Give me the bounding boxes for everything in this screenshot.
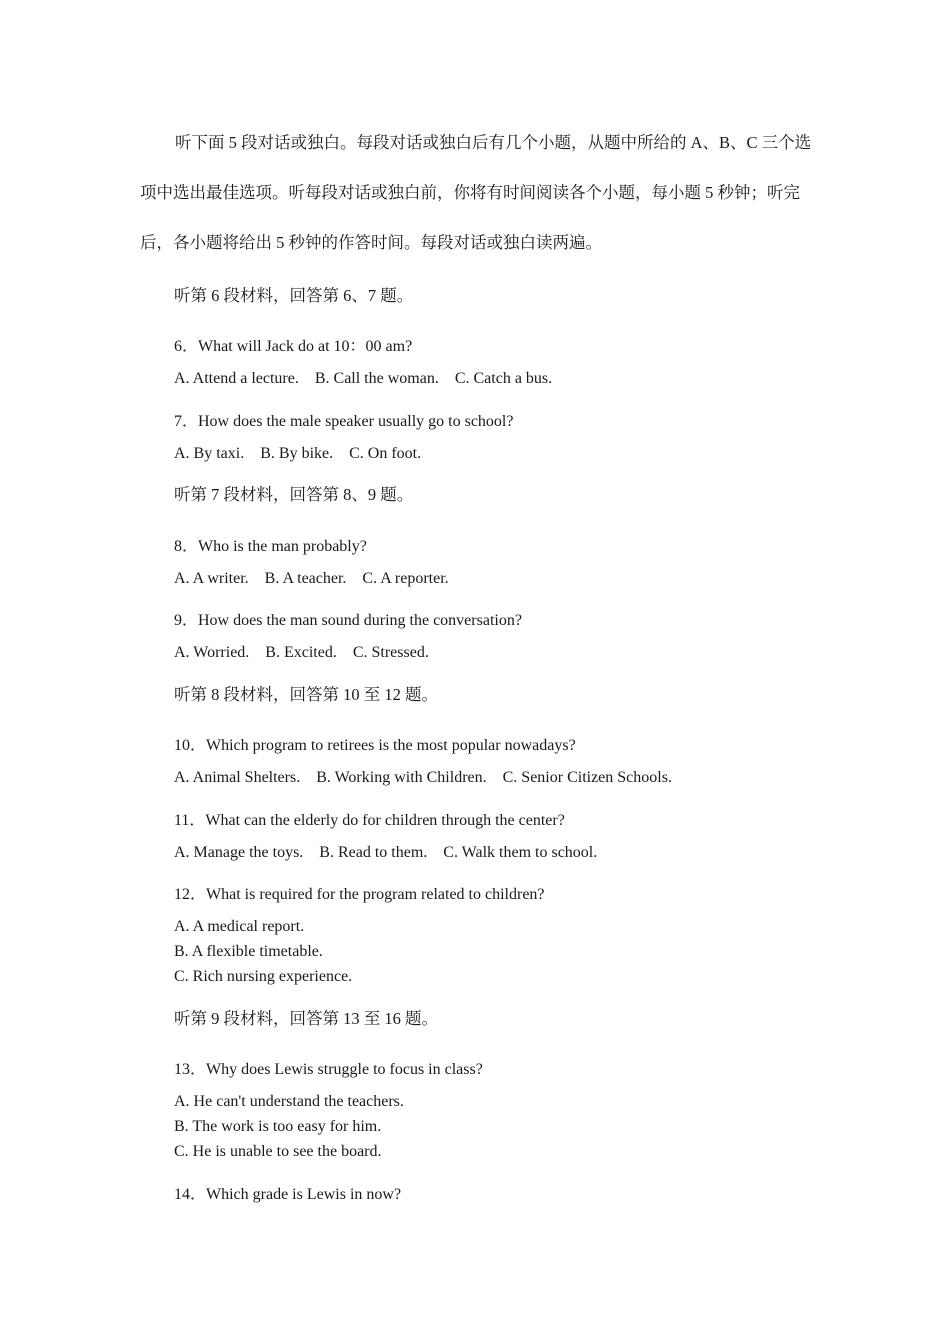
question-options: A. Attend a lecture. B. Call the woman. C. Catch a bus. [174,370,553,387]
section-heading: 听第 9 段材料，回答第 13 至 16 题。 [174,1009,438,1028]
question-stem: 8．Who is the man probably? [174,538,367,555]
instructions-paragraph: 听下面 5 段对话或独白。每段对话或独白后有几个小题，从题中所给的 A、B、C 三个选项中选出最佳选项。听每段对话或独白前，你将有时间阅读各个小题，每小题 5 秒钟；听完后，各小题将给出 5 秒钟的作答时间。每段对话或独白读两遍。 [140,133,812,252]
section-heading: 听第 8 段材料，回答第 10 至 12 题。 [174,685,438,704]
question-options: A. Manage the toys. B. Read to them. C. Walk them to school. [174,844,598,861]
question-stem: 10．Which program to retirees is the most popular nowadays? [174,737,576,754]
question-stem: 14．Which grade is Lewis in now? [174,1186,402,1203]
question-options: A. Animal Shelters. B. Working with Children. C. Senior Citizen Schools. [174,769,672,786]
section-heading: 听第 7 段材料，回答第 8、9 题。 [174,485,414,504]
section-heading: 听第 6 段材料，回答第 6、7 题。 [174,286,414,305]
question-stem: 12．What is required for the program related to children? [174,886,545,903]
question-options: A. Worried. B. Excited. C. Stressed. [174,644,429,661]
question-options: A. A writer. B. A teacher. C. A reporter. [174,570,449,587]
option-b: B. A flexible timetable. [174,943,323,960]
question-stem: 6．What will Jack do at 10：00 am? [174,338,413,355]
option-c: C. Rich nursing experience. [174,968,353,985]
option-a: A. He can't understand the teachers. [174,1093,404,1110]
question-options: A. By taxi. B. By bike. C. On foot. [174,445,422,462]
question-stem: 7．How does the male speaker usually go to school? [174,413,514,430]
question-stem: 9．How does the man sound during the conversation? [174,612,522,629]
question-stem: 13．Why does Lewis struggle to focus in class? [174,1061,483,1078]
option-c: C. He is unable to see the board. [174,1143,382,1160]
option-a: A. A medical report. [174,918,305,935]
option-b: B. The work is too easy for him. [174,1118,382,1135]
question-stem: 11．What can the elderly do for children through the center? [174,812,565,829]
